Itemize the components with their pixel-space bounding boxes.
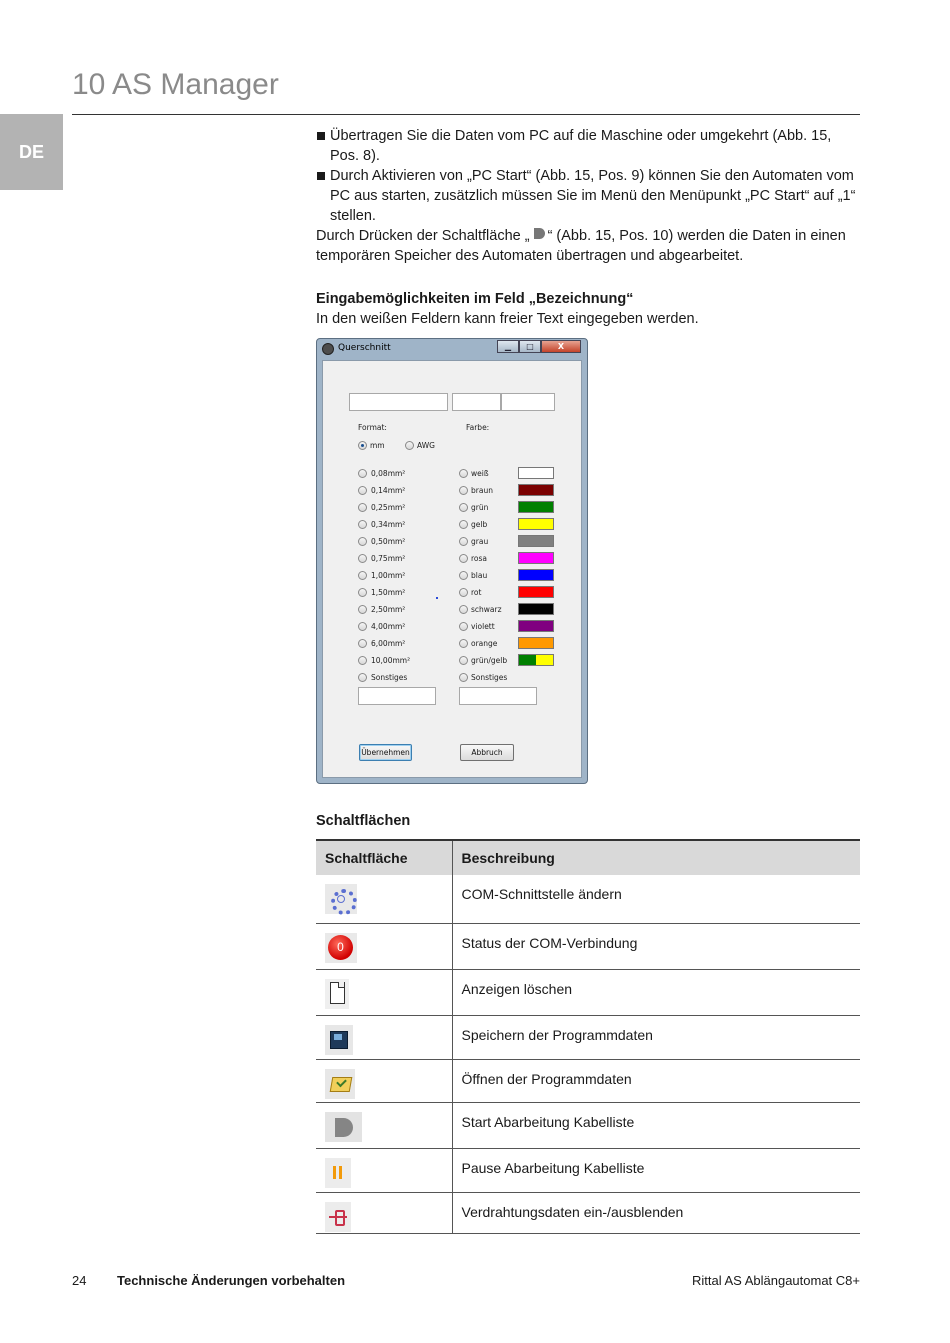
color-swatch bbox=[518, 535, 554, 547]
color-swatch bbox=[518, 501, 554, 513]
size-radio[interactable] bbox=[358, 639, 367, 648]
new-document-icon bbox=[325, 979, 349, 1009]
size-label: 0,75mm² bbox=[371, 554, 406, 563]
color-label-item: grün bbox=[471, 503, 489, 512]
minimize-button[interactable]: ▁ bbox=[497, 340, 519, 353]
color-label-item: rosa bbox=[471, 554, 488, 563]
status-icon bbox=[325, 933, 357, 963]
size-label: 0,08mm² bbox=[371, 469, 406, 478]
size-label: Sonstiges bbox=[371, 673, 408, 682]
pause-icon bbox=[325, 1158, 351, 1188]
table-row bbox=[316, 969, 860, 1015]
maximize-button[interactable]: □ bbox=[519, 340, 541, 353]
open-folder-icon bbox=[325, 1069, 355, 1099]
format-awg-radio[interactable] bbox=[405, 441, 414, 450]
color-radio[interactable] bbox=[459, 469, 468, 478]
color-swatch bbox=[518, 467, 554, 479]
size-radio[interactable] bbox=[358, 656, 367, 665]
dialog-titlebar[interactable] bbox=[317, 339, 587, 359]
bullet-pc-start: Durch Aktivieren von „PC Start“ (Abb. 15, Pos. 9) können Sie den Automaten vom PC aus starten, zusätzlich müssen Sie im Menü den Menüpunkt „PC Start“ auf „1“ stellen. bbox=[316, 166, 861, 226]
bullet-transfer: Übertragen Sie die Daten vom PC auf die Maschine oder umgekehrt (Abb. 15, Pos. 8). bbox=[316, 126, 861, 166]
color-swatch bbox=[518, 569, 554, 581]
format-mm-label: mm bbox=[370, 441, 385, 450]
color-label-item: grün/gelb bbox=[471, 656, 508, 665]
color-label-item: gelb bbox=[471, 520, 488, 529]
other-color-input[interactable] bbox=[459, 687, 537, 705]
color-radio[interactable] bbox=[459, 588, 468, 597]
row-description: Pause Abarbeitung Kabelliste bbox=[452, 1148, 860, 1192]
size-label: 0,25mm² bbox=[371, 503, 406, 512]
close-button[interactable]: X bbox=[541, 340, 581, 353]
size-label: 1,50mm² bbox=[371, 588, 406, 597]
color-swatch bbox=[518, 552, 554, 564]
size-radio[interactable] bbox=[358, 588, 367, 597]
size-label: 6,00mm² bbox=[371, 639, 406, 648]
format-awg-label: AWG bbox=[417, 441, 435, 450]
color-label-item: braun bbox=[471, 486, 493, 495]
size-radio[interactable] bbox=[358, 673, 367, 682]
color-label-item: rot bbox=[471, 588, 482, 597]
size-label: 10,00mm² bbox=[371, 656, 411, 665]
color-swatch bbox=[518, 620, 554, 632]
color-radio[interactable] bbox=[459, 622, 468, 631]
accept-button[interactable]: Übernehmen bbox=[359, 744, 412, 761]
buttons-table bbox=[316, 839, 860, 1234]
row-description: Speichern der Programmdaten bbox=[452, 1015, 860, 1059]
color-label-item: violett bbox=[471, 622, 495, 631]
size-radio[interactable] bbox=[358, 622, 367, 631]
size-radio[interactable] bbox=[358, 520, 367, 529]
title-rule bbox=[72, 114, 860, 115]
color-radio[interactable] bbox=[459, 656, 468, 665]
gear-icon bbox=[325, 884, 357, 914]
size-radio[interactable] bbox=[358, 571, 367, 580]
designation-input-2[interactable] bbox=[452, 393, 501, 411]
header-button: Schaltfläche bbox=[316, 840, 452, 875]
color-label-item: orange bbox=[471, 639, 498, 648]
size-label: 1,00mm² bbox=[371, 571, 406, 580]
color-label: Farbe: bbox=[466, 423, 490, 432]
designation-input-3[interactable] bbox=[501, 393, 555, 411]
row-description: Öffnen der Programmdaten bbox=[452, 1059, 860, 1102]
header-description: Beschreibung bbox=[452, 840, 860, 875]
size-label: 0,50mm² bbox=[371, 537, 406, 546]
table-row bbox=[316, 1192, 860, 1233]
color-radio[interactable] bbox=[459, 537, 468, 546]
color-swatch bbox=[518, 637, 554, 649]
intro-text bbox=[316, 126, 861, 329]
table-header-row bbox=[316, 840, 860, 875]
size-label: 4,00mm² bbox=[371, 622, 406, 631]
color-label-item: schwarz bbox=[471, 605, 502, 614]
row-description: Anzeigen löschen bbox=[452, 969, 860, 1015]
stray-dot bbox=[436, 597, 438, 599]
cross-section-dialog bbox=[316, 338, 588, 784]
color-label-item: grau bbox=[471, 537, 489, 546]
para-text-before: Durch Drücken der Schaltfläche „ bbox=[316, 228, 530, 244]
table-row bbox=[316, 1059, 860, 1102]
buttons-table-title: Schaltflächen bbox=[316, 813, 411, 829]
size-radio[interactable] bbox=[358, 605, 367, 614]
start-icon bbox=[531, 227, 547, 241]
row-description: Verdrahtungsdaten ein-/ausblenden bbox=[452, 1192, 860, 1233]
color-swatch bbox=[518, 586, 554, 598]
cancel-button[interactable]: Abbruch bbox=[460, 744, 514, 761]
color-radio[interactable] bbox=[459, 520, 468, 529]
dialog-title: Querschnitt bbox=[338, 343, 391, 353]
color-swatch bbox=[518, 518, 554, 530]
start-icon bbox=[325, 1112, 362, 1142]
start-paragraph bbox=[316, 226, 861, 266]
footer-note: Technische Änderungen vorbehalten bbox=[117, 1273, 346, 1288]
designation-input-1[interactable] bbox=[349, 393, 448, 411]
language-tab: DE bbox=[0, 114, 63, 190]
table-row bbox=[316, 923, 860, 969]
dialog-body bbox=[322, 360, 582, 778]
size-radio[interactable] bbox=[358, 554, 367, 563]
color-label-item: weiß bbox=[471, 469, 489, 478]
row-description: COM-Schnittstelle ändern bbox=[452, 875, 860, 923]
color-label-item: blau bbox=[471, 571, 488, 580]
footer-product: Rittal AS Ablängautomat C8+ bbox=[691, 1273, 860, 1288]
app-icon bbox=[322, 343, 334, 355]
size-radio[interactable] bbox=[358, 537, 367, 546]
format-label: Format: bbox=[358, 423, 387, 432]
color-radio[interactable] bbox=[459, 571, 468, 580]
color-swatch bbox=[518, 603, 554, 615]
para-text-after: “ (Abb. 15, Pos. 10) werden die Daten in einen temporären Speicher des Automaten übertragen und abgearbeitet. bbox=[316, 228, 846, 264]
color-swatch bbox=[518, 484, 554, 496]
color-radio[interactable] bbox=[459, 673, 468, 682]
color-radio[interactable] bbox=[459, 639, 468, 648]
size-radio[interactable] bbox=[358, 469, 367, 478]
row-description: Start Abarbeitung Kabelliste bbox=[452, 1102, 860, 1148]
color-radio[interactable] bbox=[459, 486, 468, 495]
table-row bbox=[316, 1148, 860, 1192]
size-radio[interactable] bbox=[358, 503, 367, 512]
page-number: 24 bbox=[72, 1273, 87, 1288]
color-radio[interactable] bbox=[459, 503, 468, 512]
color-label-item: Sonstiges bbox=[471, 673, 508, 682]
color-radio[interactable] bbox=[459, 605, 468, 614]
size-radio[interactable] bbox=[358, 486, 367, 495]
save-icon bbox=[325, 1025, 353, 1055]
color-radio[interactable] bbox=[459, 554, 468, 563]
table-row bbox=[316, 875, 860, 923]
color-swatch bbox=[518, 654, 554, 666]
format-mm-radio[interactable] bbox=[358, 441, 367, 450]
wiring-icon bbox=[325, 1202, 351, 1232]
input-options-heading: Eingabemöglichkeiten im Feld „Bezeichnung“ bbox=[316, 291, 634, 307]
chapter-title: 10 AS Manager bbox=[72, 68, 279, 101]
size-label: 2,50mm² bbox=[371, 605, 406, 614]
input-options-text: In den weißen Feldern kann freier Text eingegeben werden. bbox=[316, 311, 699, 327]
table-row bbox=[316, 1102, 860, 1148]
table-row bbox=[316, 1015, 860, 1059]
size-label: 0,14mm² bbox=[371, 486, 406, 495]
size-label: 0,34mm² bbox=[371, 520, 406, 529]
row-description: Status der COM-Verbindung bbox=[452, 923, 860, 969]
other-size-input[interactable] bbox=[358, 687, 436, 705]
